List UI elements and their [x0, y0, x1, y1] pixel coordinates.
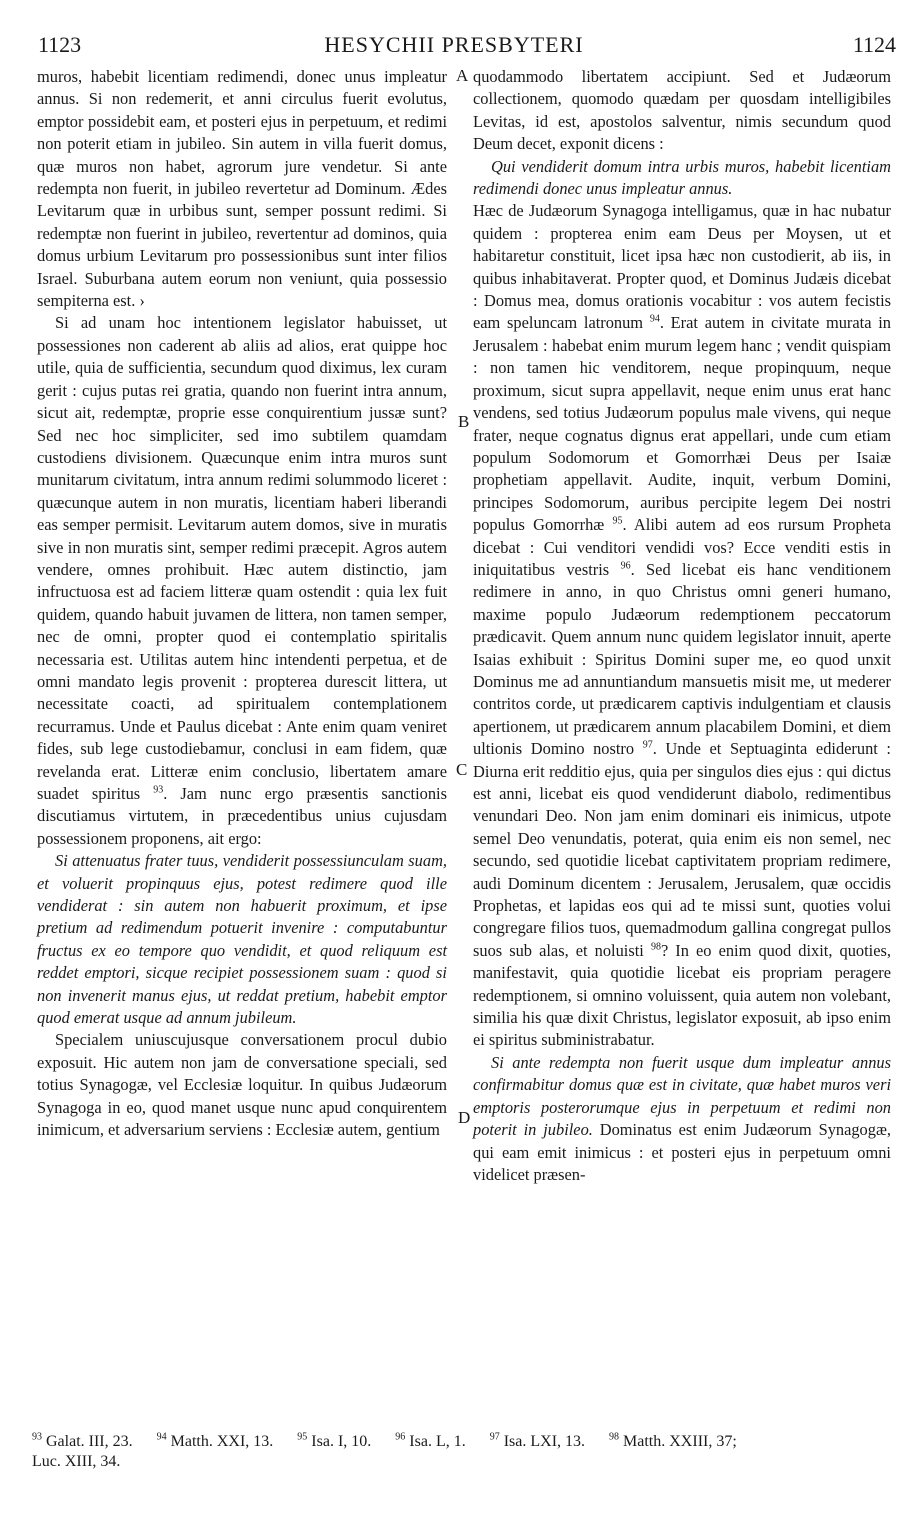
- paragraph: Si ad unam hoc intentionem legislator habuisset, ut possessiones non caderent ab aliis ad alios, erat quippe hoc utile, quia de sufficientia, secundum quod diximus, lex curam gerit : cujus putas rei gratia, quando non fuerint intra annum, sicut ait, redemptæ, proprie esse conquirentium jussæ sunt? Sed nec hoc simpliciter, sed imo subtilem quamdam custodiens divisionem. Quæcunque enim intra muros sunt munitarum civitatum, intra annum redimi solummodo liceret : quæcunque autem in non muratis, licentiam haberi liberandi eas semper permisit. Levitarum autem domos, sive in muratis sive in non muratis sint, semper redimi præcepit. Agros autem vendere, omnes prohibuit. Hæc autem distinctio, jam infructuosa est ad faciem litteræ quam ostendit : quia lex fuit quidem, quando habuit juvamen de littera, non tamen semper, nec de omni, propter quod ei contemplatio spiritalis necessaria est. Utilitas autem hinc intendenti perpetua, et de omni mandato legis provenit : propterea durescit littera, ut necessitate coacti, ad spiritualem contemplationem recurramus. Unde et Paulus dicebat : Ante enim quam veniret fides, sub lege custodiebamur, conclusi in eam fidem, quæ revelanda erat. Litteræ enim conclusio, libertatem amare suadet spiritus $^{93}$. Jam nunc ergo præsentis sanctionis discutiamus virtutem, in præcedentibus unius cujusdam possessionem proponens, ait ergo:: [37, 313, 447, 848]
- footnote-ref: 93: [153, 784, 164, 796]
- paragraph: quodammodo libertatem accipiunt. Sed et Judæorum collectionem, quomodo quædam per quosdam intelligibiles Levitas, id est, apostolos salventur, nimis secundum quod Deum decet, exponit dicens :: [473, 67, 891, 154]
- footnote: $^{95}$ Isa. I, 10.: [297, 1431, 372, 1450]
- footnote-ref: 96: [620, 560, 631, 572]
- footnote: $^{97}$ Isa. LXI, 13.: [489, 1431, 586, 1450]
- page-number-right: 1124: [852, 32, 896, 57]
- left-column: [37, 66, 447, 1142]
- footnote-ref: 95: [612, 515, 623, 527]
- footnote: $^{94}$ Matth. XXI, 13.: [156, 1431, 274, 1450]
- footnote: $^{98}$ Matth. XXIII, 37;: [609, 1431, 737, 1450]
- margin-marker-b: B: [458, 412, 470, 431]
- footnotes: [32, 1432, 892, 1472]
- paragraph: Si ante redempta non fuerit usque dum impleatur annus confirmabitur domus quæ est in civitate, quæ habet muros veri emptoris posterorumque ejus in perpetuum et redimi non poterit in jubileo. Dominatus est enim Judæorum Synagogæ, qui eam emit inimicus : et posteri ejus in perpetuum omni videlicet præsen-: [473, 1052, 891, 1184]
- margin-marker-a: A: [456, 66, 469, 85]
- page-number-left: 1123: [38, 32, 82, 57]
- margin-marker-d: D: [458, 1108, 471, 1127]
- footnote-ref: 94: [649, 314, 660, 325]
- scripture-quote: Si attenuatus frater tuus, vendiderit possessiunculam suam, et voluerit propinquus ejus, potest redimere quod ille vendiderat : sin autem non habuerit proximum, et ipse pretium ad redimendum potuerit invenire : computabuntur fructus ex eo tempore quo vendidit, et quod reliquum est reddet emptori, sicque recipiet possessionem suam : quod si non invenerit manus ejus, ut reddat pretium, habebit emptor quod emerat usque ad annum jubileum.: [37, 851, 447, 1028]
- paragraph: Specialem uniuscujusque conversationem procul dubio exposuit. Hic autem non jam de conversatione speciali, sed totius Synagogæ, vel Ecclesiæ loquitur. In quibus Judæorum Synagoga in eo, quod manet usque nunc apud conquirentem inimicum, et adversarium serviens : Ecclesiæ autem, gentium: [37, 1030, 447, 1140]
- paragraph: Hæc de Judæorum Synagoga intelligamus, quæ in hac nubatur quidem : propterea enim eam Deus per Moysen, ut et habitaretur constituit, licet ipsa hæc non custodierit, ab iis, in quibus inhabitaverat. Propter quod, et Dominus Judæis dicebat : Domus mea, domus orationis vocabitur : vos autem fecistis eam speluncam latronum $^{94}$. Erat autem in civitate murata in Jerusalem : habebat enim murum legem hanc ; vendit quispiam : non tamen hic venditorem, neque propinquum, neque proximum, sicut supra appellavit, neque enim unus erat hanc vendens, sed totius Judæorum populus male vivens, qui neque frater, neque cognatus dignus erat appellari, unde cum etiam populum Sodomorum et Gomorrhæi Deus per Isaiæ prophetiam appellavit. Audite, inquit, verbum Domini, principes Sodomorum, auribus percipite legem Dei nostri populus Gomorrhæ $^{95}$. Alibi autem ad eos rursum Propheta dicebat : Cui venditori vendidi vos? Ecce venditi estis in iniquitatibus vestris $^{96}$. Sed licebat eis hanc venditionem redimere in anno, in quo Christus omni generi humano, maxime populo Judæorum redemptionem peccatorum prædicavit. Quem annum nunc quidem legislator innuit, aperte Isaias exhibuit : Spiritus Domini super me, eo quod unxit Dominus me ad annuntiandum mansuetis misit me, ut mederer contritos corde, ut prædicarem captivis indulgentiam et clausis apertionem, ut prædicarem annum placabilem Domini, et diem ultionis Domino nostro $^{97}$. Unde et Septuaginta ediderunt : Diurna erit redditio ejus, quia per singulos dies ejus : qui dictus est anni, licebat eis quod vendiderunt diabolo, redimentibus venundari Deo. Non jam enim dominari eis inimicus, utpote semel Deo venundatis, poterat, quia enim eis non semel, nec secundo, sed quotidie licebat captivitatem propriam redimere, audi Dominum dicentem : Jerusalem, Jerusalem, quæ occidis Prophetas, et lapidas eos qui ad te missi sunt, quoties volui congregare filios tuos, quemadmodum gallina congregat pullos suos sub alas, et noluisti $^{98}$? In eo enim quod dixit, quoties, manifestavit, quia quotidie licebat eis propriam peragere redemptionem, si omnino voluissent, quia autem non volebant, similia his quæ dixit Christus, legislator exposuit, ab ipso enim ei spiritus subministrabatur.: [473, 201, 891, 1050]
- footnote-continuation: Luc. XIII, 34.: [32, 1453, 121, 1470]
- footnote: $^{93}$ Galat. III, 23.: [32, 1431, 133, 1450]
- paragraph: muros, habebit licentiam redimendi, donec unus impleatur annus. Si non redemerit, et anni circulus fuerit evolutus, emptor possidebit eam, et posteri ejus in perpetuum, et redimi non poterit etiam in jubileo. Sin autem in villa fuerit domus, quæ muros non habet, agrorum jure vendetur. Si ante redempta non fuerit, in jubileo revertetur ad Dominum. Ædes Levitarum quæ in urbibus sunt, semper possunt redimi. Si redemptæ non fuerint in jubileo, revertentur ad dominos, quia domus urbium Levitarum pro possessionibus sunt inter filios Israel. Suburbana autem eorum non veniunt, quia possessio sempiterna est. ›: [37, 67, 447, 311]
- right-column: [473, 66, 891, 1186]
- page-header: [0, 32, 908, 62]
- margin-marker-c: C: [456, 760, 468, 779]
- scripture-quote: Qui vendiderit domum intra urbis muros, habebit licentiam redimendi donec unus impleatur annus.: [473, 156, 891, 199]
- running-title: HESYCHII PRESBYTERI: [324, 32, 584, 57]
- footnote-ref: 98: [650, 941, 661, 953]
- footnote-ref: 97: [642, 739, 653, 751]
- footnote: $^{96}$ Isa. L, 1.: [395, 1431, 466, 1450]
